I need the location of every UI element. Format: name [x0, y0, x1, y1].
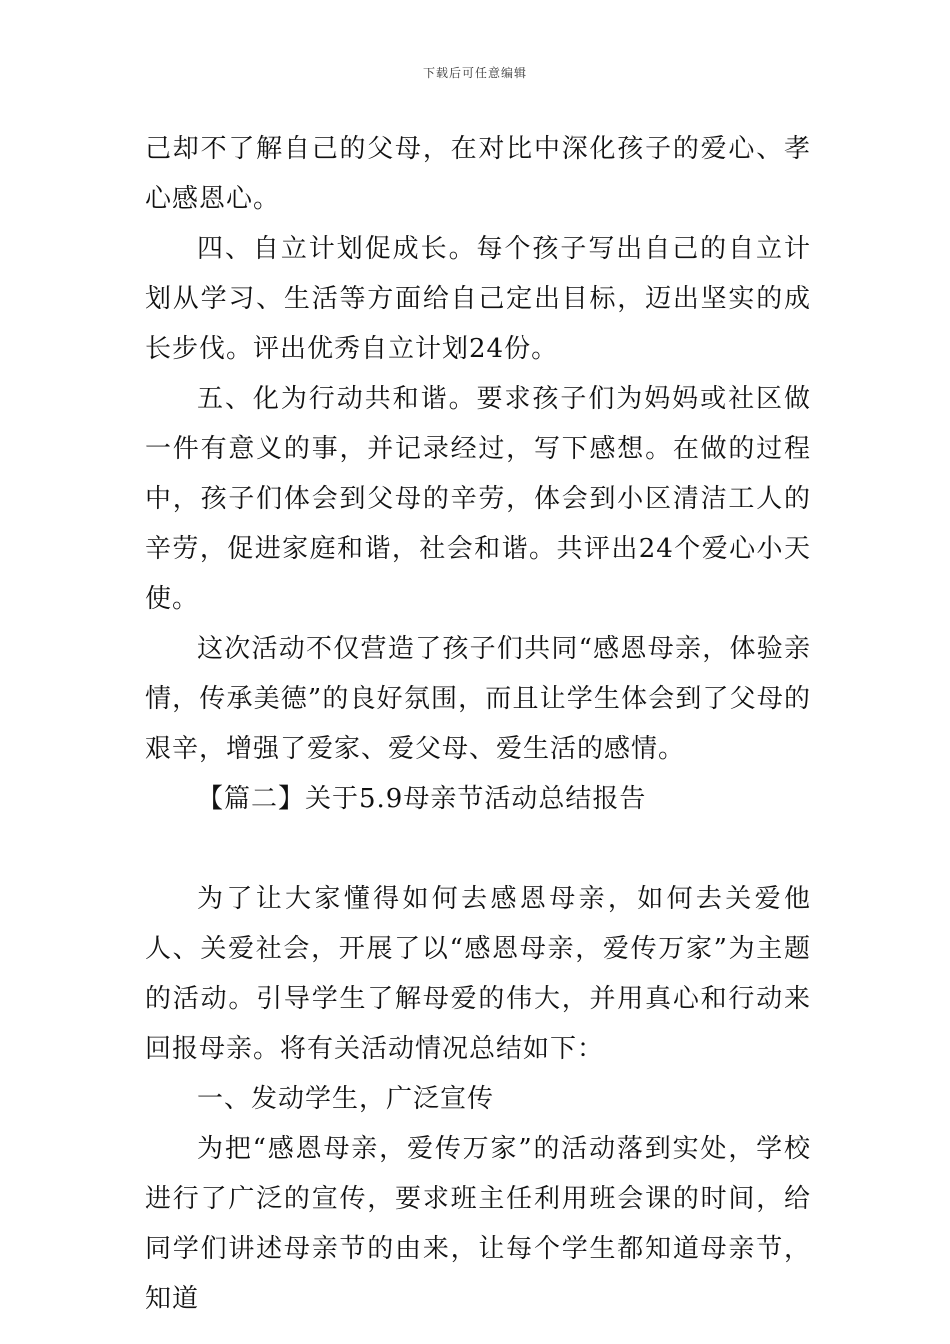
paragraph-continuation: 己却不了解自己的父母，在对比中深化孩子的爱心、孝心感恩心。 [145, 134, 811, 214]
paragraph-promotion: 为把“感恩母亲，爱传万家”的活动落到实处，学校进行了广泛的宣传，要求班主任利用班会课的时间，给同学们讲述母亲节的由来，让每个学生都知道母亲节，知道 [145, 1134, 811, 1314]
section-heading: 【篇二】关于5.9母亲节活动总结报告 [197, 784, 647, 814]
blank-line [145, 824, 811, 874]
paragraph-section-five: 五、化为行动共和谐。要求孩子们为妈妈或社区做一件有意义的事，并记录经过，写下感想。在做的过程中，孩子们体会到父母的辛劳，体会到小区清洁工人的辛劳，促进家庭和谐，社会和谐。共评出24个爱心小天使。 [145, 384, 811, 614]
paragraph-section-four: 四、自立计划促成长。每个孩子写出自己的自立计划从学习、生活等方面给自己定出目标，迈出坚实的成长步伐。评出优秀自立计划24份。 [145, 234, 811, 364]
page-header: 下载后可任意编辑 [422, 66, 527, 80]
paragraph-intro: 为了让大家懂得如何去感恩母亲，如何去关爱他人、关爱社会，开展了以“感恩母亲，爱传万家”为主题的活动。引导学生了解母爱的伟大，并用真心和行动来回报母亲。将有关活动情况总结如下： [145, 884, 811, 1064]
subheading-one: 一、发动学生，广泛宣传 [197, 1084, 495, 1114]
document-body [145, 124, 811, 1324]
paragraph-conclusion: 这次活动不仅营造了孩子们共同“感恩母亲，体验亲情，传承美德”的良好氛围，而且让学生体会到了父母的艰辛，增强了爱家、爱父母、爱生活的感情。 [145, 634, 811, 764]
